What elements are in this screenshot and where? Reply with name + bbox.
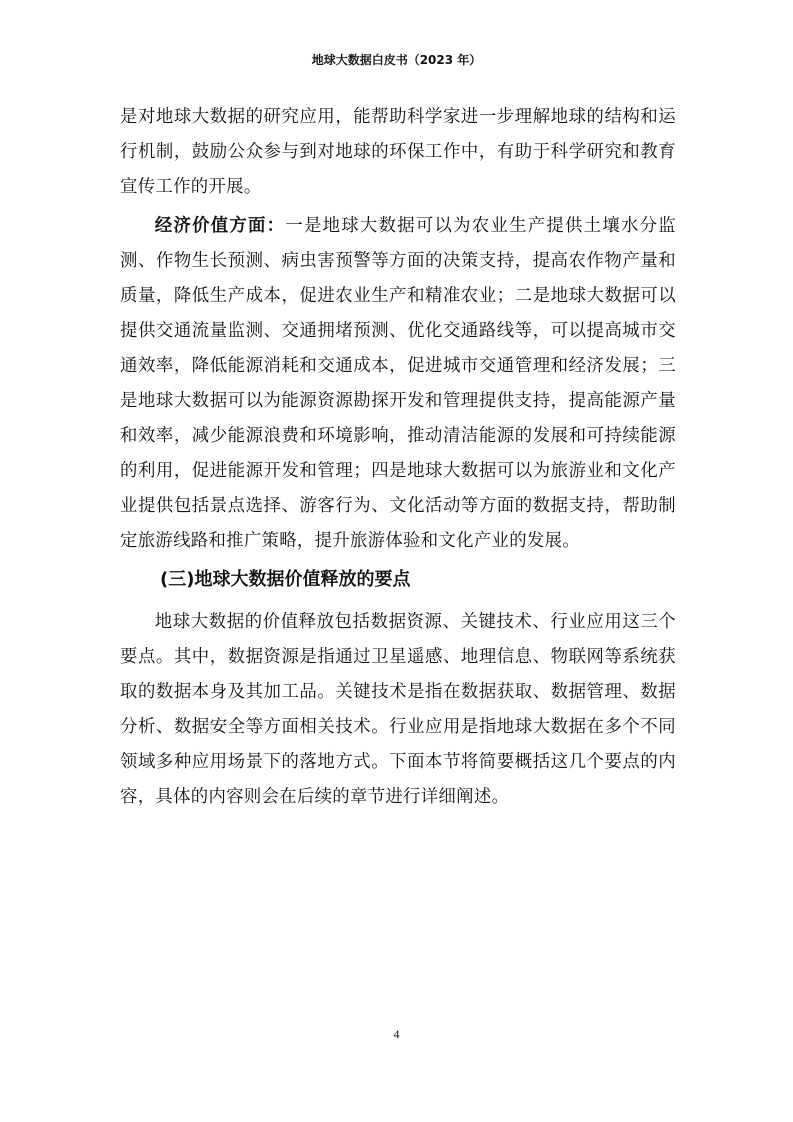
- section-heading: (三)地球大数据价值释放的要点: [160, 569, 411, 590]
- document-body: [120, 100, 676, 815]
- paragraph-research-value: 是对地球大数据的研究应用，能帮助科学家进一步理解地球的结构和运行机制，鼓励公众参与到对地球的环保工作中，有助于科学研究和教育宣传工作的开展。: [120, 107, 676, 197]
- economic-value-text: 一是地球大数据可以为农业生产提供土壤水分监测、作物生长预测、病虫害预警等方面的决策支持，提高农作物产量和质量，降低生产成本，促进农业生产和精准农业；二是地球大数据可以提供交通流量监测、交通拥堵预测、优化交通路线等，可以提高城市交通效率，降低能源消耗和交通成本，促进城市交通管理和经济发展；三是地球大数据可以为能源资源勘探开发和管理提供支持，提高能源产量和效率，减少能源浪费和环境影响，推动清洁能源的发展和可持续能源的利用，促进能源开发和管理；四是地球大数据可以为旅游业和文化产业提供包括景点选择、游客行为、文化活动等方面的数据支持，帮助制定旅游线路和推广策略，提升旅游体验和文化产业的发展。: [120, 216, 676, 551]
- paragraph-key-points: 地球大数据的价值释放包括数据资源、关键技术、行业应用这三个要点。其中，数据资源是指通过卫星遥感、地理信息、物联网等系统获取的数据本身及其加工品。关键技术是指在数据获取、数据管理、数据分析、数据安全等方面相关技术。行业应用是指地球大数据在多个不同领域多种应用场景下的落地方式。下面本节将简要概括这几个要点的内容，具体的内容则会在后续的章节进行详细阐述。: [120, 612, 676, 807]
- page-number: 4: [393, 1027, 400, 1041]
- paragraph-economic-value: [120, 209, 676, 559]
- page-header: 地球大数据白皮书（2023 年）: [311, 53, 482, 67]
- economic-value-lead: 经济价值方面：: [154, 216, 286, 236]
